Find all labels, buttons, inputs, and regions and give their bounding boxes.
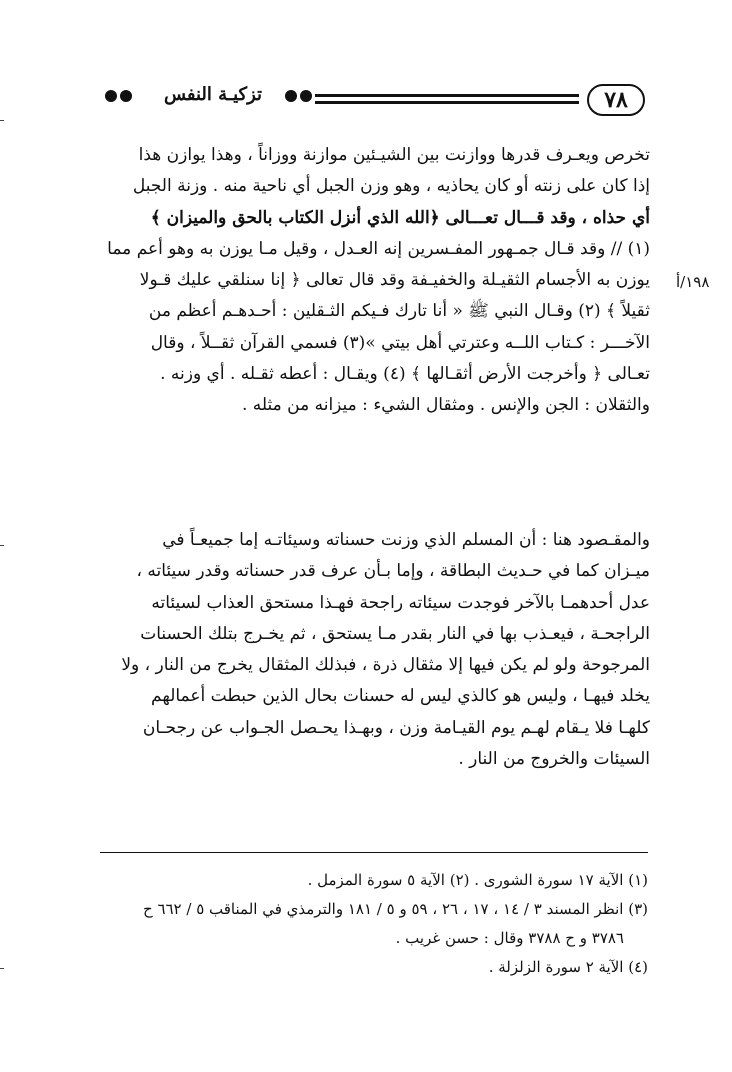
text-line: السيئات والخروج من النار . [458, 749, 650, 770]
footnote-3: (٣) انظر المسند ٣ / ١٤ ، ١٧ ، ٢٦ ، ٥٩ و ٥ / ١٨١ والترمذي في المناقب ٥ / ٦٦٢ ح [142, 900, 648, 918]
text-line: يخلد فيهـا ، وليس هو كالذي ليس له حسنات بحال الذين حبطت أعمالهم [151, 686, 650, 707]
ornament-dots-left [105, 90, 132, 102]
text-line: يوزن به الأجسام الثقيـلة والخفيـفة وقد قال تعالى ﴿ إنا سنلقي عليك قـولا [139, 270, 650, 291]
footnote-row [100, 866, 648, 895]
ornament-dots-right [285, 90, 312, 102]
text-line: عدل أحدهمـا بالآخر فوجدت سيئاته راجحة فهـذا مستحق العذاب لسيئاته [151, 592, 650, 613]
header-rule-bottom [315, 101, 579, 104]
ornament-dot [105, 90, 117, 102]
page-header [95, 84, 645, 120]
text-line: الآخـــر : كـتاب اللــه وعترتي أهل بيتي »(٣) فسمي القرآن ثقــلاً ، وقال [150, 332, 650, 353]
ornament-dot [120, 90, 132, 102]
text-line: إذا كان على زنته أو كان يحاذيه ، وهو وزن الجبل أي ناحية منه . وزنة الجبل [132, 176, 650, 197]
text-line: (١) // وقد قـال جمـهور المفـسرين إنه العـدل ، وقيل مـا يوزن به وهو أعم مما [107, 238, 650, 259]
header-rule-top [315, 94, 579, 97]
text-line: كلهـا فلا يـقام لهـم يوم القيـامة وزن ، وبهـذا يحـصل الجـواب عن رجحـان [142, 717, 650, 738]
scan-mark [0, 545, 4, 546]
ornament-dot [285, 90, 297, 102]
text-line: الراجحـة ، فيعـذب بها في النار بقدر مـا يستحق ، ثم يخـرج بتلك الحسنات [140, 623, 650, 644]
footnote-3-continued: ٣٧٨٦ و ح ٣٧٨٨ وقال : حسن غريب . [395, 929, 624, 947]
text-line: تعـالى ﴿ وأخرجت الأرض أثقـالها ﴾ (٤) ويقـال : أعطه ثقـله . أي وزنه . [160, 364, 650, 385]
paragraph-1 [88, 140, 650, 422]
text-line: والثقلان : الجن والإنس . ومثقال الشيء : ميزانه من مثله . [241, 395, 650, 416]
scan-mark [0, 120, 4, 121]
text-line: ميـزان كما في حـديث البطاقة ، وإما بـأن عرف قدر حسناته وقدر سيئاته ، [136, 561, 650, 582]
text-line: المرجوحة ولو لم يكن فيها إلا مثقال ذرة ، فبذلك المثقال يخرج من النار ، ولا [121, 655, 650, 676]
footnote-4: (٤) الآية ٢ سورة الزلزلة . [488, 958, 648, 976]
running-title: تزكيـة النفس [163, 84, 263, 105]
text-line: تخرص ويعـرف قدرها ووازنت بين الشيـئين موازنة ووزاناً ، وهذا يوازن هذا [138, 145, 650, 165]
footnote-2: (٢) الآية ٥ سورة المزمل . [307, 871, 470, 889]
footnotes [100, 866, 648, 982]
ornament-dot [300, 90, 312, 102]
footnote-1: (١) الآية ١٧ سورة الشورى . [474, 871, 648, 889]
manuscript-folio-note: ١٩٨/أ [676, 273, 710, 291]
scan-mark [0, 968, 4, 969]
paragraph-2 [88, 525, 650, 775]
page-number: ٧٨ [604, 87, 628, 113]
footnote-separator [100, 852, 648, 853]
text-line: والمقـصود هنا : أن المسلم الذي وزنت حسناته وسيئاتـه إما جميعـاً في [162, 530, 650, 550]
text-line: أي حذاه ، وقد قـــال تعـــالى ﴿الله الذي أنزل الكتاب بالحق والميزان ﴾ [150, 207, 650, 228]
text-line: ثقيلاً ﴾ (٢) وقـال النبي ﷺ « أنا تارك فـيكم الثـقلين : أحـدهـم أعظم من [148, 301, 650, 322]
page-number-badge [587, 84, 645, 116]
